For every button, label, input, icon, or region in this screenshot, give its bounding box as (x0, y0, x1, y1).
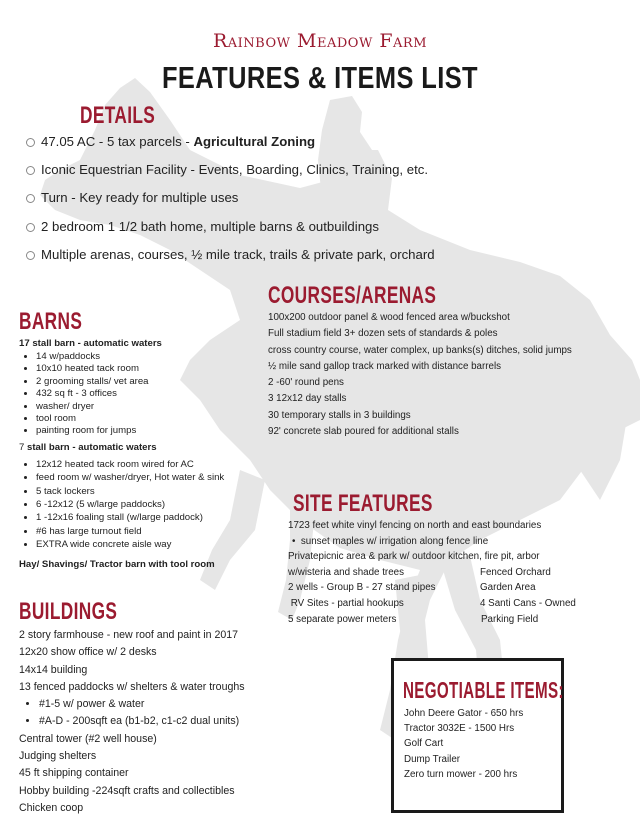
list-item: • painting room for jumps (36, 425, 279, 437)
list-item: • 12x12 heated tack room wired for AC (36, 458, 279, 471)
list-item: Full stadium field 3+ dozen sets of standards & poles (268, 328, 498, 340)
list-item: 2 story farmhouse - new roof and paint in 2017 (19, 629, 239, 641)
list-item: 3 12x12 day stalls (268, 393, 347, 405)
list-item: 12x20 show office w/ 2 desks (19, 646, 157, 659)
details-list (26, 131, 586, 272)
list-item: • 5 tack lockers (36, 485, 279, 498)
list-item: Golf Cart (404, 738, 444, 750)
list-item: 45 ft shipping container (19, 767, 129, 780)
list-item: cross country course, water complex, up banks(s) ditches, solid jumps (268, 344, 572, 356)
courses-heading: COURSES/ARENAS (268, 282, 437, 309)
list-item: • 10x10 heated tack room (36, 363, 279, 375)
barn2-list (19, 458, 279, 552)
fencing-item: 1723 feet white vinyl fencing on north and east boundaries (288, 520, 542, 531)
list-item: John Deere Gator - 650 hrs (404, 708, 524, 719)
list-item: 30 temporary stalls in 3 buildings (268, 409, 411, 421)
list-item: Turn - Key ready for multiple uses (26, 187, 586, 215)
list-item: • washer/ dryer (36, 401, 279, 413)
list-item: 5 separate power meters Parking Field (288, 613, 539, 625)
list-item: RV Sites - partial hookups 4 Santi Cans - Owned (288, 597, 576, 609)
barn1-list (19, 351, 279, 438)
list-item: Tractor 3032E - 1500 Hrs (404, 723, 515, 735)
list-item: • EXTRA wide concrete aisle way (36, 538, 279, 551)
page-title: FEATURES & ITEMS LIST (161, 60, 479, 95)
barn1-heading: 17 stall barn - automatic waters (19, 338, 162, 349)
list-item: ½ mile sand gallop track marked with distance barrels (268, 360, 502, 372)
list-item: • 14 w/paddocks (36, 351, 279, 363)
bullet-icon: • (292, 535, 301, 547)
maples-item: • sunset maples w/ irrigation along fence line (292, 535, 489, 547)
list-item: Hobby building -224sqft crafts and collectibles (19, 784, 235, 797)
list-item: Central tower (#2 well house) (19, 732, 157, 745)
list-item: • 6 -12x12 (5 w/large paddocks) (36, 498, 279, 511)
list-item: 14x14 building (19, 663, 88, 676)
list-item: w/wisteria and shade trees Fenced Orchard (288, 566, 551, 578)
negotiable-items-box (391, 658, 564, 813)
barns-heading: BARNS (19, 308, 83, 335)
paddock-sublist (19, 696, 359, 731)
site-features-heading: SITE FEATURES (293, 490, 433, 517)
list-item: • #1-5 w/ power & water (39, 696, 359, 713)
list-item: • #A-D - 200sqft ea (b1-b2, c1-c2 dual units) (39, 713, 359, 730)
farm-name: Rainbow Meadow Farm (212, 30, 428, 52)
hay-barn: Hay/ Shavings/ Tractor barn with tool room (19, 559, 215, 571)
list-item: 13 fenced paddocks w/ shelters & water troughs (19, 680, 245, 693)
picnic-item: Privatepicnic area & park w/ outdoor kitchen, fire pit, arbor (288, 551, 540, 563)
site-features-list (288, 518, 628, 627)
negotiable-list (404, 706, 523, 782)
list-item: 92' concrete slab poured for additional stalls (268, 426, 459, 438)
list-item: Iconic Equestrian Facility - Events, Boarding, Clinics, Training, etc. (26, 159, 586, 187)
list-item: 47.05 AC - 5 tax parcels - Agricultural Zoning (26, 131, 586, 159)
list-item: Dump Trailer (404, 753, 461, 765)
zoning-emphasis: Agricultural Zoning (193, 134, 316, 149)
list-item: • 432 sq ft - 3 offices (36, 388, 279, 400)
list-item: Chicken coop (19, 801, 84, 814)
buildings-heading: BUILDINGS (19, 598, 118, 625)
negotiable-heading: NEGOTIABLE ITEMS: (403, 677, 564, 703)
list-item: • feed room w/ washer/dryer, Hot water & sink (36, 471, 279, 484)
list-item: 2 wells - Group B - 27 stand pipes Garden Area (288, 582, 536, 594)
list-item: Judging shelters (19, 750, 97, 763)
list-item: Zero turn mower - 200 hrs (404, 768, 518, 780)
list-item: 2 -60' round pens (268, 377, 344, 389)
list-item: 2 bedroom 1 1/2 bath home, multiple barns & outbuildings (26, 216, 586, 244)
list-item: Multiple arenas, courses, ½ mile track, trails & private park, orchard (26, 244, 586, 272)
barn2-heading: 7 stall barn - automatic waters (19, 441, 157, 453)
list-item: 100x200 outdoor panel & wood fenced area w/buckshot (268, 312, 510, 323)
list-item: • tool room (36, 413, 279, 425)
details-heading: DETAILS (80, 102, 156, 129)
list-item: • 2 grooming stalls/ vet area (36, 376, 279, 388)
courses-list (268, 310, 638, 440)
buildings-list (19, 627, 359, 817)
barns-section (19, 336, 279, 572)
list-item: • 1 -12x16 foaling stall (w/large paddock) (36, 511, 279, 524)
list-item: • #6 has large turnout field (36, 525, 279, 538)
